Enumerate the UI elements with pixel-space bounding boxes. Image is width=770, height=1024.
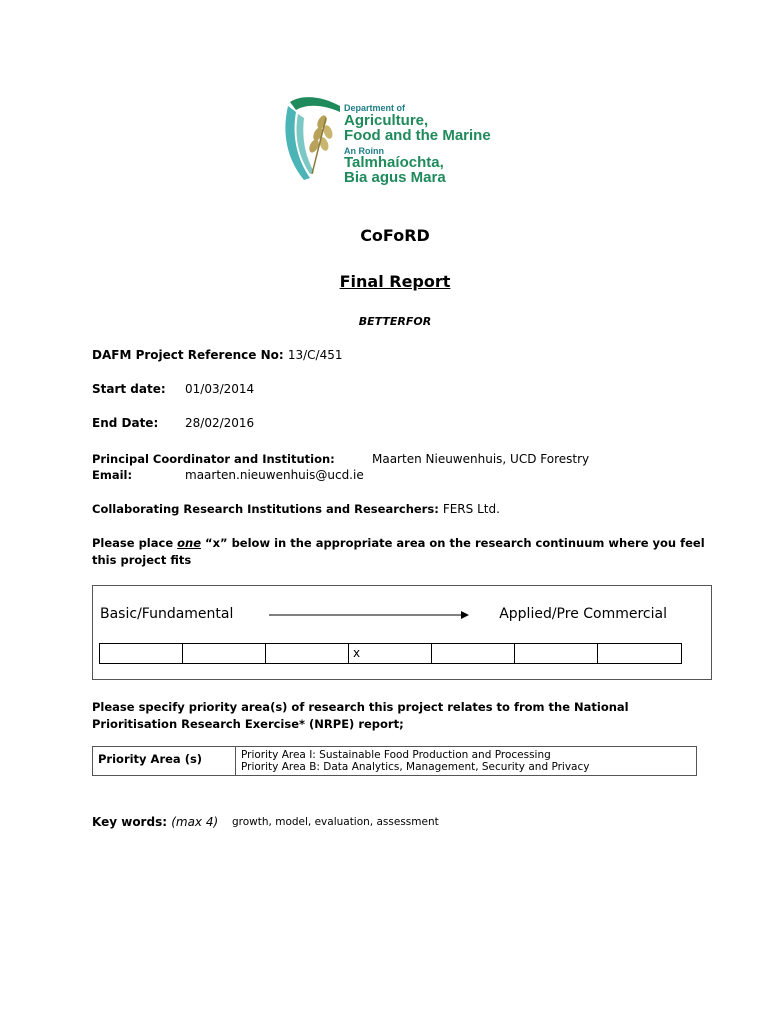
email-value: maarten.nieuwenhuis@ucd.ie [185,468,364,482]
instruction-pre: Please place [92,536,178,550]
start-value: 01/03/2014 [185,382,255,396]
keywords-label-text: Key words: [92,815,168,829]
research-continuum-box [92,585,712,680]
priority-area-header: Priority Area (s) [93,747,236,776]
project-acronym: BETTERFOR [358,315,432,328]
ref-value: 13/C/451 [287,348,343,362]
end-value: 28/02/2016 [185,416,255,430]
coordinator-label: Principal Coordinator and Institution: [92,452,335,466]
logo-an-roinn: An Roinn [344,146,384,156]
table-row [93,747,697,776]
keywords-label [92,815,218,829]
instruction-post: “x” below in the appropriate area on the research continuum where you feel [201,536,705,550]
report-title: Final Report [339,272,451,291]
org-title: CoFoRD [360,226,430,245]
priority-instruction-line1: Please specify priority area(s) of research this project relates to from the National [92,700,629,714]
collab-label-text: Collaborating Research Institutions and Researchers: [92,502,439,516]
continuum-instruction [92,536,705,550]
continuum-left-label: Basic/Fundamental [100,606,234,622]
priority-area-item: Priority Area B: Data Analytics, Management, Security and Privacy [241,761,590,773]
keywords-note: (max 4) [171,815,219,829]
harp-wheat-logo-icon [282,92,342,184]
instruction-one: one [177,536,202,550]
logo-department-of: Department of [344,103,406,113]
ref-label-text: DAFM Project Reference No: [92,348,284,362]
email-label: Email: [92,468,133,482]
logo-agriculture: Agriculture, [344,112,429,129]
ref-label [92,348,342,362]
continuum-cell-1[interactable] [100,644,183,663]
continuum-right-label: Applied/Pre Commercial [499,606,667,622]
continuum-cell-4[interactable]: x [349,644,432,663]
end-label: End Date: [92,416,159,430]
priority-area-table [92,746,697,776]
collab-value: FERS Ltd. [442,502,500,516]
priority-instruction-line2: Prioritisation Research Exercise* (NRPE) report; [92,717,404,731]
start-label: Start date: [92,382,166,396]
continuum-cells [99,643,682,664]
arrow-right-icon [269,610,469,620]
continuum-cell-3[interactable] [266,644,349,663]
keywords-value: growth, model, evaluation, assessment [232,816,439,828]
logo-food-marine: Food and the Marine [344,127,491,144]
logo-talmhaiochta: Talmhaíochta, [344,154,444,171]
continuum-cell-2[interactable] [183,644,266,663]
coordinator-value: Maarten Nieuwenhuis, UCD Forestry [372,452,590,466]
continuum-cell-7[interactable] [598,644,681,663]
collab-label [92,502,500,516]
continuum-cell-5[interactable] [432,644,515,663]
logo-bia-agus-mara: Bia agus Mara [344,169,446,186]
continuum-instruction-line2: this project fits [92,553,192,567]
priority-area-item: Priority Area I: Sustainable Food Production and Processing [241,749,551,761]
priority-area-list [236,747,697,776]
continuum-cell-6[interactable] [515,644,598,663]
